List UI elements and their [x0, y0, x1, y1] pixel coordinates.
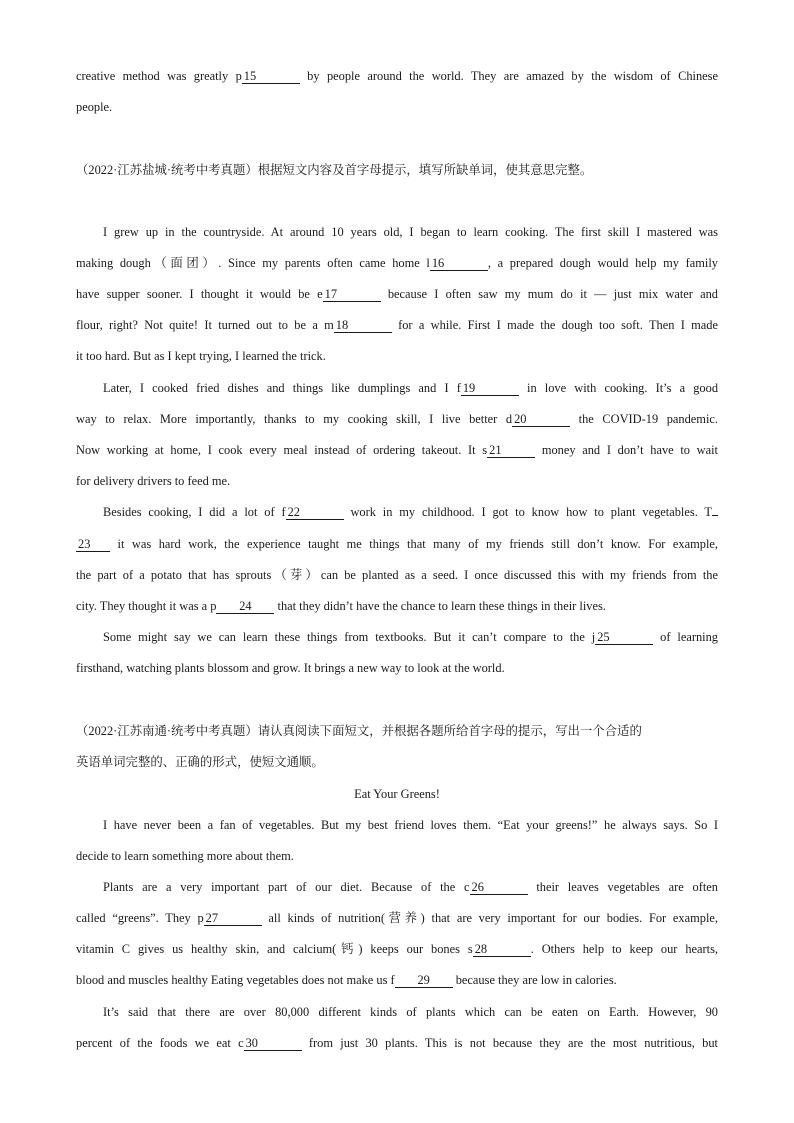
text-line: called “greens”. They p 27 all kinds of nutrition(营养) that are very important for our bodies. For example,	[76, 911, 718, 925]
text-line: It’s said that there are over 80,000 different kinds of plants which can be eaten on Earth. However, 90	[103, 1005, 718, 1019]
passage-title: Eat Your Greens!	[354, 787, 440, 801]
text-line: percent of the foods we eat c 30 from just 30 plants. This is not because they are the most nutritious, but	[76, 1036, 718, 1050]
blank-22: 22	[286, 506, 344, 520]
text-line: firsthand, watching plants blossom and grow. It brings a new way to look at the world.	[76, 661, 505, 675]
text-line: Now working at home, I cook every meal instead of ordering takeout. It s 21 money and I don’t have to wait	[76, 443, 718, 457]
blank-24: 24	[216, 600, 274, 614]
section-heading: 英语单词完整的、正确的形式，使短文通顺。	[76, 755, 324, 769]
blank-15: 15	[242, 70, 300, 84]
text-line: I have never been a fan of vegetables. But my best friend loves them. “Eat your greens!” he always says. So I	[103, 818, 718, 832]
text-line: Besides cooking, I did a lot of f 22 work in my childhood. I got to know how to plant vegetables. T	[103, 504, 718, 520]
text-line: blood and muscles healthy Eating vegetables does not make us f 29 because they are low in calories.	[76, 973, 617, 987]
blank-28: 28	[473, 943, 531, 957]
text-line: creative method was greatly p 15 by people around the world. They are amazed by the wisdom of Chinese	[76, 69, 718, 83]
section-heading: （2022·江苏南通·统考中考真题）请认真阅读下面短文，并根据各题所给首字母的提示，写出一个合适的	[76, 724, 642, 738]
text-line: I grew up in the countryside. At around 10 years old, I began to learn cooking. The first skill I mastered was	[103, 225, 718, 239]
text-line: for delivery drivers to feed me.	[76, 474, 231, 488]
text-line: way to relax. More importantly, thanks to my cooking skill, I live better d 20 the COVID-19 pandemic.	[76, 412, 718, 426]
blank-17: 17	[323, 288, 381, 302]
text-line: the part of a potato that has sprouts（芽）can be planted as a seed. I once discussed this with my friends from the	[76, 568, 718, 582]
text-line: Later, I cooked fried dishes and things like dumplings and I f 19 in love with cooking. It’s a good	[103, 381, 718, 395]
blank-30: 30	[244, 1037, 302, 1051]
blank-16: 16	[430, 257, 488, 271]
section-heading: （2022·江苏盐城·统考中考真题）根据短文内容及首字母提示，填写所缺单词，使其意思完整。	[76, 163, 593, 177]
text-line: vitamin C gives us healthy skin, and calcium(钙) keeps our bones s 28 . Others help to keep our hearts,	[76, 942, 718, 956]
text-line: Some might say we can learn these things from textbooks. But it can’t compare to the j 25 of learning	[103, 630, 718, 644]
text-line: decide to learn something more about them.	[76, 849, 294, 863]
blank-29: 29	[395, 974, 453, 988]
text-line: it too hard. But as I kept trying, I learned the trick.	[76, 349, 326, 363]
text-line: people.	[76, 100, 113, 114]
blank-26: 26	[470, 881, 528, 895]
blank-27: 27	[204, 912, 262, 926]
blank-19: 19	[461, 382, 519, 396]
blank-21: 21	[487, 444, 535, 458]
text-line: have supper sooner. I thought it would be e 17 because I often saw my mum do it — just mix water and	[76, 287, 718, 301]
text-line: making dough（面团）. Since my parents often came home l 16 , a prepared dough would help my family	[76, 256, 718, 270]
text-line: Plants are a very important part of our diet. Because of the c 26 their leaves vegetables are often	[103, 880, 718, 894]
blank-23: 23	[76, 538, 110, 552]
blank-18: 18	[334, 319, 392, 333]
text-line: city. They thought it was a p 24 that they didn’t have the chance to learn these things in their lives.	[76, 599, 606, 613]
blank-underline	[712, 515, 718, 516]
text-line: flour, right? Not quite! It turned out to be a m 18 for a while. First I made the dough too soft. Then I made	[76, 318, 718, 332]
text-line: 23 it was hard work, the experience taught me things that many of my friends still don’t know. For example,	[78, 537, 718, 551]
blank-25: 25	[595, 631, 653, 645]
blank-20: 20	[512, 413, 570, 427]
